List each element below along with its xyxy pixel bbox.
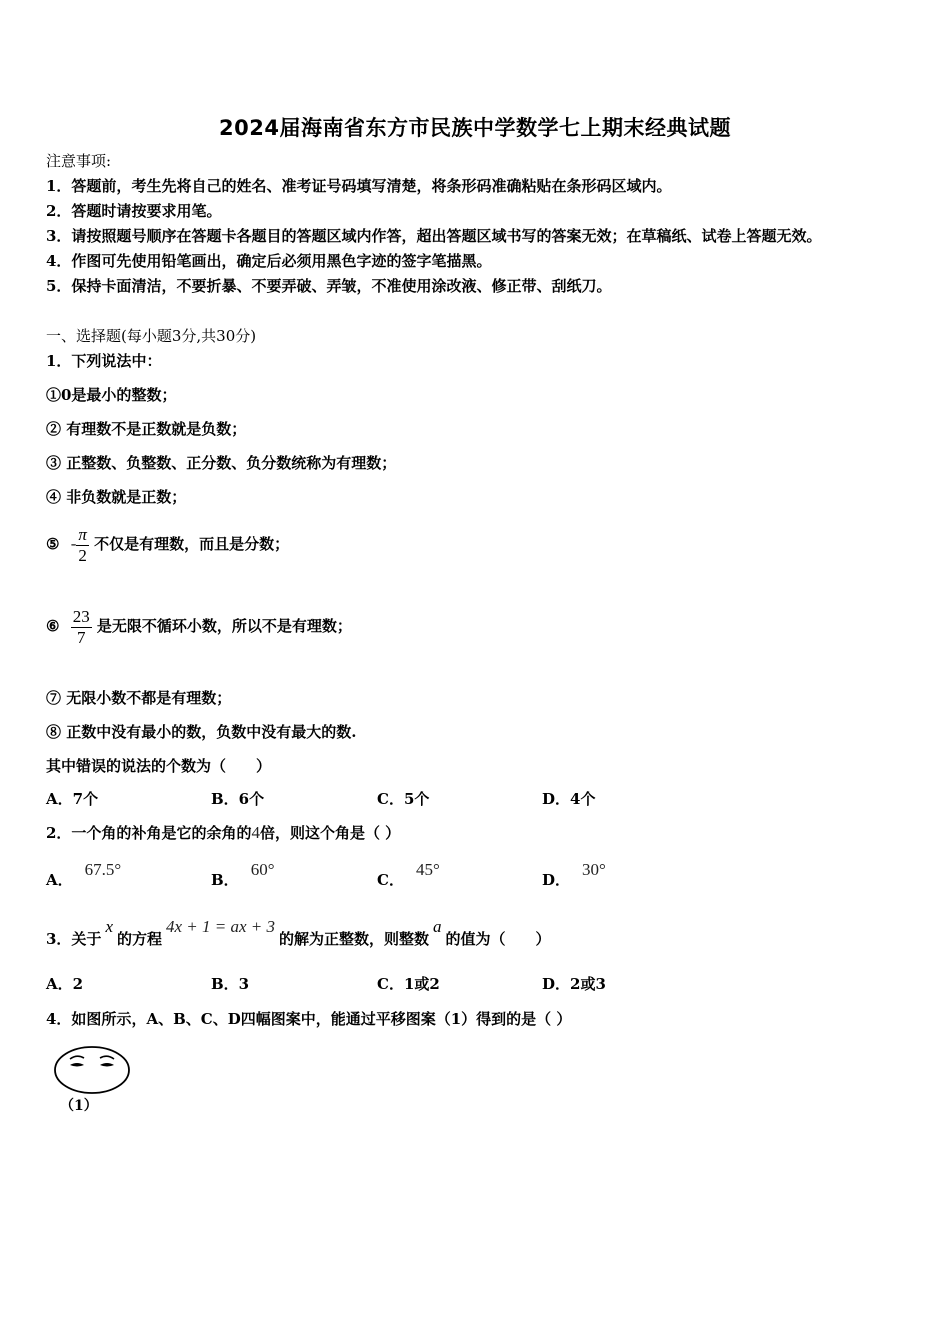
q1-option-a: A．7个 — [46, 790, 99, 808]
q2-option-a-label: A． — [46, 871, 73, 889]
q1-s6-numerator: 23 — [72, 606, 90, 626]
notice-heading: 注意事项: — [46, 152, 112, 170]
q2-option-b — [211, 860, 275, 890]
q1-s5-denominator: 2 — [78, 545, 87, 565]
q2-stem — [46, 823, 400, 843]
q4-face-figure — [50, 1043, 134, 1097]
q1-statement-2: ② 有理数不是正数就是负数； — [46, 420, 247, 438]
q1-s5-marker: ⑤ — [46, 535, 60, 553]
q2-stem-a: 2．一个角的补角是它的余角的 — [46, 824, 252, 842]
notice-item-3: 3．请按照题号顺序在答题卡各题目的答题区域内作答，超出答题区域书写的答案无效；在草稿纸、试卷上答题无效。 — [46, 227, 822, 245]
notice-item-1: 1．答题前，考生先将自己的姓名、准考证号码填写清楚，将条形码准确粘贴在条形码区域内。 — [46, 177, 672, 195]
q1-option-b: B．6个 — [211, 790, 265, 808]
q1-s5-text: 不仅是有理数，而且是分数； — [94, 535, 290, 553]
q2-option-d-label: D． — [542, 871, 571, 889]
q1-s6-denominator: 7 — [76, 627, 86, 647]
q2-option-c — [377, 860, 440, 890]
q2-option-c-label: C． — [377, 871, 404, 889]
q4-stem: 4．如图所示，A、B、C、D四幅图案中，能通过平移图案（1）得到的是（ ） — [46, 1010, 572, 1028]
q1-statement-5 — [46, 524, 289, 566]
notice-item-5: 5．保持卡面清洁，不要折暴、不要弄破、弄皱，不准使用涂改液、修正带、刮纸刀。 — [46, 277, 612, 295]
q3-stem-a: 3．关于 — [46, 930, 102, 948]
q1-statement-7: ⑦ 无限小数不都是有理数； — [46, 689, 232, 707]
q1-s5-numerator: π — [78, 524, 87, 544]
q3-stem-d: 的值为（ ） — [445, 930, 551, 948]
q1-s5-fraction — [76, 525, 89, 566]
q2-option-d-value: 30° — [582, 860, 606, 879]
exam-title: 2024届海南省东方市民族中学数学七上期末经典试题 — [219, 116, 731, 140]
q2-option-a — [46, 860, 122, 890]
q2-option-b-label: B． — [211, 871, 239, 889]
q1-statement-6 — [46, 606, 352, 648]
q2-stem-number: 4 — [251, 823, 260, 842]
q2-option-a-value: 67.5° — [84, 860, 122, 879]
q3-option-c: C．1或2 — [377, 975, 440, 993]
q3-option-a: A．2 — [46, 975, 84, 993]
q1-option-d: D．4个 — [542, 790, 596, 808]
q3-stem-c: 的解为正整数，则整数 — [279, 930, 430, 948]
q1-s6-text: 是无限不循环小数，所以不是有理数； — [96, 617, 352, 635]
q1-option-c: C．5个 — [377, 790, 430, 808]
q1-ask: 其中错误的说法的个数为（ ） — [46, 757, 272, 775]
q1-s5-minus: - — [70, 534, 77, 553]
q1-statement-8: ⑧ 正数中没有最小的数，负数中没有最大的数. — [46, 723, 357, 741]
q4-figure-label: （1） — [60, 1098, 98, 1114]
q1-statement-3: ③ 正整数、负整数、正分数、负分数统称为有理数； — [46, 454, 397, 472]
q1-stem: 1．下列说法中： — [46, 352, 162, 370]
q3-stem-b: 的方程 — [116, 930, 162, 948]
notice-item-2: 2．答题时请按要求用笔。 — [46, 202, 222, 220]
q1-statement-4: ④ 非负数就是正数； — [46, 488, 187, 506]
q1-s6-fraction — [71, 607, 92, 648]
q3-var-x: x — [105, 917, 113, 936]
notice-item-4: 4．作图可先使用铅笔画出，确定后必须用黑色字迹的签字笔描黑。 — [46, 252, 492, 270]
q2-option-d — [542, 860, 606, 890]
q3-stem — [46, 917, 551, 949]
q1-statement-1: ①0是最小的整数； — [46, 386, 177, 404]
q3-option-d: D．2或3 — [542, 975, 606, 993]
q3-option-b: B．3 — [211, 975, 250, 993]
q3-equation: 4x + 1 = ax + 3 — [166, 917, 276, 936]
q1-s6-marker: ⑥ — [46, 617, 60, 635]
q2-option-b-value: 60° — [250, 860, 275, 879]
q3-var-a: a — [433, 917, 442, 936]
q2-option-c-value: 45° — [415, 860, 440, 879]
section-heading: 一、选择题(每小题3分,共30分) — [46, 327, 257, 345]
q2-stem-b: 倍，则这个角是（ ） — [259, 824, 401, 842]
